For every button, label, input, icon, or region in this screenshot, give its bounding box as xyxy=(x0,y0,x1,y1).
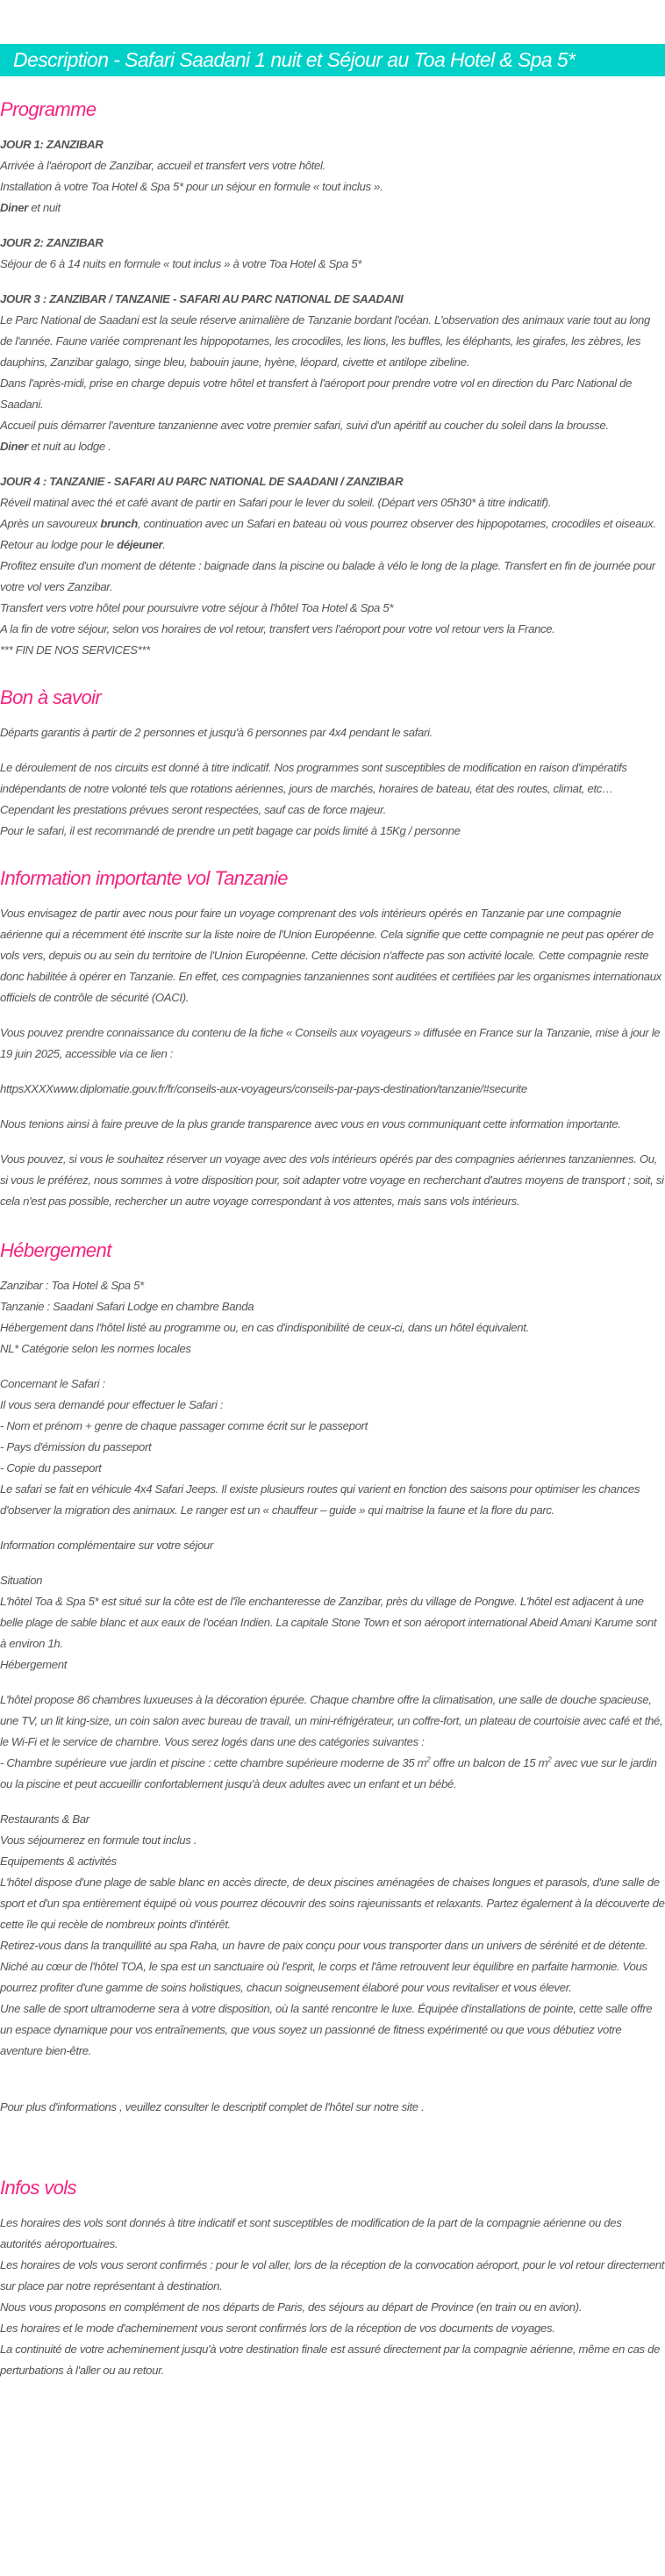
rooms-paragraph: L'hôtel propose 86 chambres luxueuses à la décoration épurée. Chaque chambre offre la climatisation, une salle de douche spacieuse, une TV, un lit king-size, un coin salon avec bureau de travail, un mini-réfrigérateur, un coffre-fort, un plateau de courtoisie avec café et thé, le Wi-Fi et le service de chambre. Vous serez logés dans une des catégories suivantes : xyxy=(0,1693,663,1748)
flight-info-list xyxy=(0,2213,665,2381)
safari-line: - Copie du passeport xyxy=(0,1461,102,1475)
day-title: JOUR 1: ZANZIBAR xyxy=(0,138,104,151)
day-3 xyxy=(0,289,665,457)
description-banner xyxy=(0,44,665,76)
vol-tanzanie-section xyxy=(0,866,665,1212)
day-4 xyxy=(0,471,665,661)
info-paragraph: Pour le safari, il est recommandé de prendre un petit bagage car poids limité à 15Kg / personne xyxy=(0,824,461,837)
day-text: Diner et nuit au lodge . xyxy=(0,440,111,453)
description-content xyxy=(0,76,665,2381)
programme-heading: Programme xyxy=(0,98,97,120)
day-title: JOUR 4 : TANZANIE - SAFARI AU PARC NATIONAL DE SAADANI / ZANZIBAR xyxy=(0,475,404,488)
infos-vols-heading: Infos vols xyxy=(0,2177,76,2199)
programme-section xyxy=(0,76,665,661)
meal-bold: Diner xyxy=(0,201,28,214)
info-paragraph: Le déroulement de nos circuits est donné à titre indicatif. Nos programmes sont susceptibles de modification en raison d'impératifs indépendants de notre volonté tels que rotations aériennes, jours de marchés, horaires de bateau, état des routes, climat, etc… Cependant les prestations prévues seront respectées, sauf cas de force majeur. xyxy=(0,761,627,816)
facility-line: Equipements & activités xyxy=(0,1855,117,1868)
hebergement-heading: Hébergement xyxy=(0,1239,111,1261)
situation-line: Hébergement xyxy=(0,1658,68,1671)
info-paragraph: Nous tenions ainsi à faire preuve de la plus grande transparence avec vous en vous communiquant cette information importante. xyxy=(0,1117,621,1130)
hotel-line: NL* Catégorie selon les normes locales xyxy=(0,1342,191,1355)
facility-line: Vous séjournerez en formule tout inclus . xyxy=(0,1833,197,1847)
day-1 xyxy=(0,134,665,219)
vol-tanzanie-heading: Information importante vol Tanzanie xyxy=(0,867,288,889)
complementary-info-title: Information complémentaire sur votre séjour xyxy=(0,1539,213,1552)
day-text: Arrivée à l'aéroport de Zanzibar, accueil et transfert vers votre hôtel. xyxy=(0,159,325,172)
hotel-line: Zanzibar : Toa Hotel & Spa 5* xyxy=(0,1279,144,1292)
flight-info-line: Les horaires et le mode d'acheminement vous seront confirmés lors de la réception de vos documents de voyages. xyxy=(0,2321,555,2335)
safari-line: - Nom et prénom + genre de chaque passager comme écrit sur le passeport xyxy=(0,1419,368,1432)
safari-requirements xyxy=(0,1374,665,1521)
day-2 xyxy=(0,233,665,275)
flight-info-line: Les horaires des vols sont donnés à titre indicatif et sont susceptibles de modification de la part de la compagnie aérienne ou des autorités aéroportuaires. xyxy=(0,2216,622,2250)
safari-line: Il vous sera demandé pour effectuer le Safari : xyxy=(0,1398,224,1411)
situation-line: Situation xyxy=(0,1574,43,1587)
facility-line: Restaurants & Bar xyxy=(0,1812,89,1826)
day-text: Installation à votre Toa Hotel & Spa 5* pour un séjour en formule « tout inclus ». xyxy=(0,180,383,193)
day-title: JOUR 2: ZANZIBAR xyxy=(0,236,104,249)
day-text: Le Parc National de Saadani est la seule réserve animalière de Tanzanie bordant l'océan. L'observation des animaux varie tout au long de l'année. Faune variée comprenant les hippopotames, les crocodiles, les lions, les buffles, les éléphants, les girafes, les zèbres, les dauphins, Zanzibar galago, singe bleu, babouin jaune, hyène, léopard, civette et antilope zibeline. xyxy=(0,313,650,369)
infos-vols-section xyxy=(0,2176,665,2381)
meal-bold: brunch xyxy=(100,517,138,530)
flight-info-line: Nous vous proposons en complément de nos départs de Paris, des séjours au départ de Province (en train ou en avion). xyxy=(0,2300,583,2314)
day-text: Réveil matinal avec thé et café avant de partir en Safari pour le lever du soleil. (Départ vers 05h30* à titre indicatif). xyxy=(0,496,552,509)
more-info-text: Pour plus d'informations , veuillez consulter le descriptif complet de l'hôtel sur notre site . xyxy=(0,2100,425,2113)
info-paragraph: Vous envisagez de partir avec nous pour faire un voyage comprenant des vols intérieurs opérés en Tanzanie par une compagnie aérienne qui a récemment été inscrite sur la liste noire de l'Union Européenne. Cela signifie que cette compagnie ne peut pas opérer de vols vers, depuis ou au sein du territoire de l'Union Européenne. Cette décision n'affecte pas son activité locale. Cette compagnie reste donc habilitée à opérer en Tanzanie. En effet, ces compagnies tanzaniennes sont auditées et certifiées par les organismes internationaux officiels de contrôle de sécurité (OACI). xyxy=(0,907,661,1004)
situation-block xyxy=(0,1570,665,1675)
meal-bold: déjeuner xyxy=(117,538,163,551)
day-text: Transfert vers votre hôtel pour poursuivre votre séjour à l'hôtel Toa Hotel & Spa 5* xyxy=(0,601,394,614)
page-title: Description - Safari Saadani 1 nuit et Séjour au Toa Hotel & Spa 5* xyxy=(13,48,576,71)
hotel-line: Hébergement dans l'hôtel listé au programme ou, en cas d'indisponibilité de ceux-ci, dans un hôtel équivalent. xyxy=(0,1321,529,1334)
facility-line: L'hôtel dispose d'une plage de sable blanc en accès directe, de deux piscines aménagées de chaises longues et parasols, d'une salle de sport et d'un spa entièrement équipé où vous pourrez découvrir des soins rajeunissants et relaxants. Partez également à la découverte de cette île qui recèle de nombreux points d'intérêt. xyxy=(0,1876,665,1931)
end-of-services: *** FIN DE NOS SERVICES*** xyxy=(0,643,150,657)
meal-bold: Diner xyxy=(0,440,28,453)
flight-info-line: La continuité de votre acheminement jusqu'à votre destination finale est assuré directement par la compagnie aérienne, même en cas de perturbations à l'aller ou au retour. xyxy=(0,2343,661,2377)
hotel-line: Tanzanie : Saadani Safari Lodge en chambre Banda xyxy=(0,1300,254,1313)
day-text: Diner et nuit xyxy=(0,201,61,214)
safari-line: Concernant le Safari : xyxy=(0,1377,105,1390)
safari-line: Le safari se fait en véhicule 4x4 Safari Jeeps. Il existe plusieurs routes qui varient en fonction des saisons pour optimiser les chances d'observer la migration des animaux. Le ranger est un « chauffeur – guide » qui maitrise la faune et la flore du parc. xyxy=(0,1482,640,1517)
day-text: A la fin de votre séjour, selon vos horaires de vol retour, transfert vers l'aéroport pour votre vol retour vers la France. xyxy=(0,622,555,635)
facility-line: Retirez-vous dans la tranquillité au spa Raha, un havre de paix conçu pour vous transporter dans un univers de sérénité et de détente. Niché au cœur de l'hôtel TOA, le spa est un sanctuaire où l'esprit, le corps et l'âme retrouvent leur équilibre en parfaite harmonie. Vous pourrez profiter d'une gamme de soins holistiques, chacun soigneusement élaboré pour vous revitaliser et vous élever. xyxy=(0,1939,648,1994)
hotel-list xyxy=(0,1275,665,1360)
day-title: JOUR 3 : ZANZIBAR / TANZANIE - SAFARI AU PARC NATIONAL DE SAADANI xyxy=(0,292,404,305)
diplomatie-link[interactable]: httpsXXXXwww.diplomatie.gouv.fr/fr/conseils-aux-voyageurs/conseils-par-pays-destination/tanzanie/#securite xyxy=(0,1082,527,1095)
info-paragraph: Vous pouvez, si vous le souhaitez réserver un voyage avec des vols intérieurs opérés par des compagnies aériennes tanzaniennes. Ou, si vous le préférez, nous sommes à votre disposition pour, soit adapter votre voyage en recherchant d'autres moyens de transport ; soit, si cela n'est pas possible, rechercher un autre voyage correspondant à vos attentes, mais sans vols intérieurs. xyxy=(0,1152,664,1208)
day-text: Séjour de 6 à 14 nuits en formule « tout inclus » à votre Toa Hotel & Spa 5* xyxy=(0,257,362,270)
info-paragraph: Départs garantis à partir de 2 personnes et jusqu'à 6 personnes par 4x4 pendant le safari. xyxy=(0,726,433,739)
day-text: Accueil puis démarrer l'aventure tanzanienne avec votre premier safari, suivi d'un apéritif au coucher du soleil dans la brousse. xyxy=(0,419,609,432)
day-text: Dans l'après-midi, prise en charge depuis votre hôtel et transfert à l'aéroport pour prendre votre vol en direction du Parc National de Saadani. xyxy=(0,377,633,411)
day-text: Après un savoureux brunch, continuation avec un Safari en bateau où vous pourrez observer des hippopotames, crocodiles et oiseaux. xyxy=(0,517,656,530)
bon-a-savoir-section xyxy=(0,685,665,842)
safari-line: - Pays d'émission du passeport xyxy=(0,1440,152,1453)
day-text: Retour au lodge pour le déjeuner. xyxy=(0,538,166,551)
info-paragraph: Vous pouvez prendre connaissance du contenu de la fiche « Conseils aux voyageurs » diffusée en France sur la Tanzanie, mise à jour le 19 juin 2025, accessible via ce lien : xyxy=(0,1026,661,1060)
facility-line: Une salle de sport ultramoderne sera à votre disposition, où la santé rencontre le luxe. Équipée d'installations de pointe, cette salle offre un espace dynamique pour vos entraînements, que vous soyez un passionné de fitness expérimenté ou que vous débutiez votre aventure bien-être. xyxy=(0,2002,653,2057)
day-text: Profitez ensuite d'un moment de détente : baignade dans la piscine ou balade à vélo le long de la plage. Transfert en fin de journée pour votre vol vers Zanzibar. xyxy=(0,559,655,593)
hebergement-section xyxy=(0,1238,665,2118)
situation-line: L'hôtel Toa & Spa 5* est situé sur la côte est de l'île enchanteresse de Zanzibar, près du village de Pongwe. L'hôtel est adjacent à une belle plage de sable blanc et aux eaux de l'océan Indien. La capitale Stone Town et son aéroport international Abeid Amani Karume sont à environ 1h. xyxy=(0,1595,657,1650)
flight-info-line: Les horaires de vols vous seront confirmés : pour le vol aller, lors de la réception de la convocation aéroport, pour le vol retour directement sur place par notre représentant à destination. xyxy=(0,2258,665,2293)
facilities-block xyxy=(0,1809,665,2062)
room-category: - Chambre supérieure vue jardin et piscine : cette chambre supérieure moderne de 35 $m^2$ offre un balcon de 15 $m^2$ avec vue sur le jardin ou la piscine et peut accueillir confortablement jusqu'à deux adultes avec un enfant et un bébé. xyxy=(0,1755,657,1790)
bon-a-savoir-heading: Bon à savoir xyxy=(0,686,102,708)
